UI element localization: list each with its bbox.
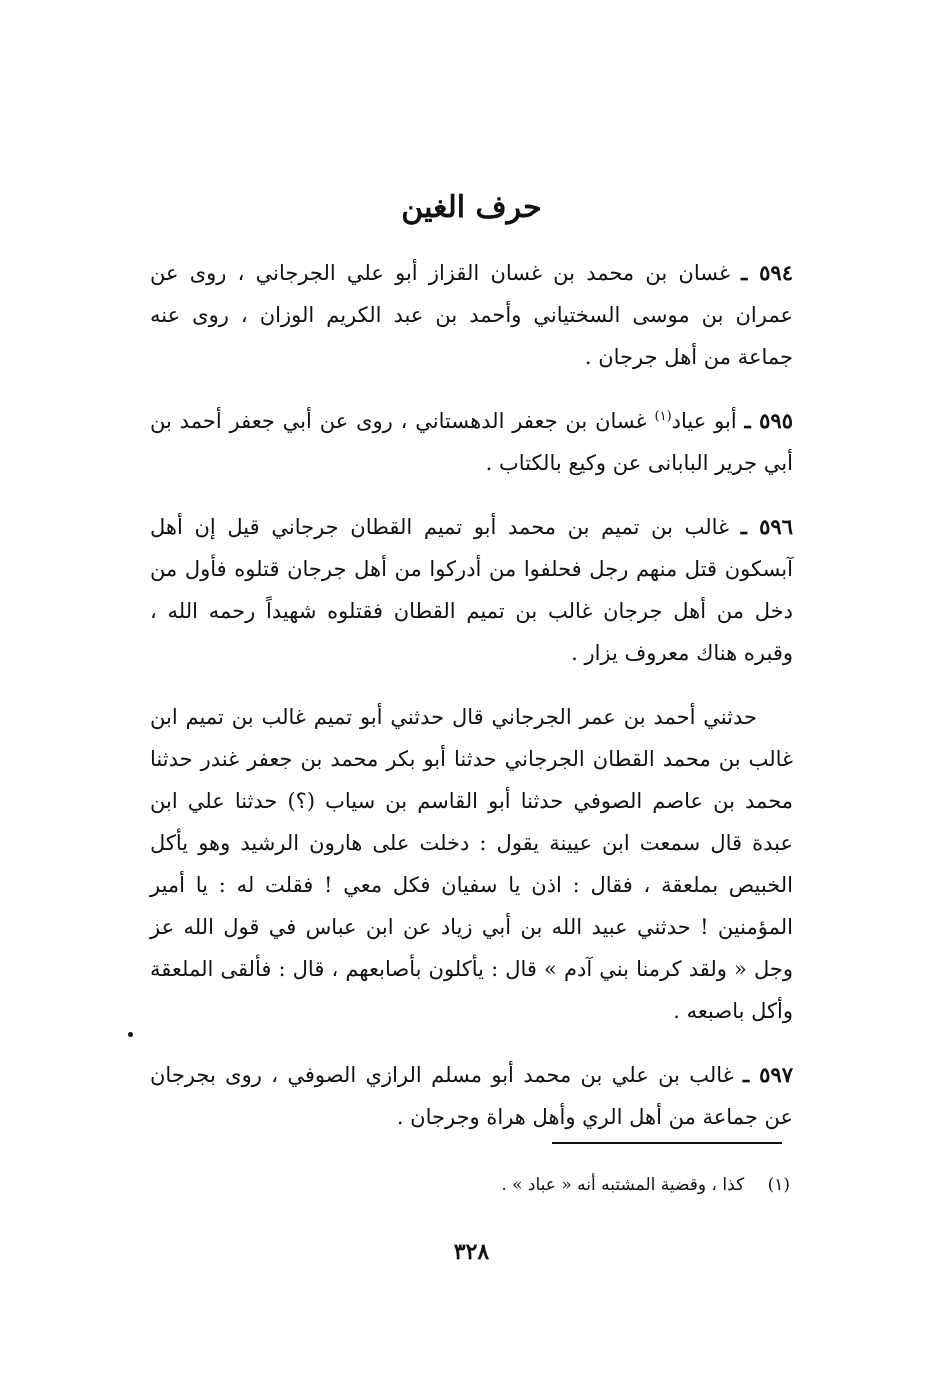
footnote-text: كذا ، وقضية المشتبه أنه « عباد » . [501,1175,745,1195]
entry-text-after-note: غسان بن جعفر الدهستاني ، روى عن أبي جعفر أحمد بن أبي جرير البابانى عن وكيع بالكتاب . [150,409,793,475]
footnote [380,1170,790,1200]
footnote-reference: (١) [654,409,672,424]
entry-594 [150,252,793,378]
entry-text: غسان بن محمد بن غسان القزاز أبو علي الجرجاني ، روى عن عمران بن موسى السختياني وأحمد بن عبد الكريم الوزان ، روى عنه جماعة من أهل جرجان . [150,261,793,369]
entry-text: غالب بن تميم بن محمد أبو تميم القطان جرجاني قيل إن أهل آبسكون قتل منهم رجل فحلفوا من أدركوا من أهل جرجان قتلوه فأول من دخل من أهل جرجان غالب بن تميم القطان فقتلوه شهيداً رحمه الله ، وقبره هناك معروف يزار . [150,515,793,665]
entry-text-before-note: أبو عياد [671,409,737,433]
entry-number: ٥٩٤ ـ [741,260,793,285]
entry-number: ٥٩٧ ـ [743,1062,793,1087]
page-number: ٣٢٨ [453,1239,490,1265]
entry-595 [150,400,793,484]
main-text [150,252,793,1160]
narration-paragraph: حدثني أحمد بن عمر الجرجاني قال حدثني أبو تميم غالب بن تميم ابن غالب بن محمد القطان الجرجاني حدثنا أبو بكر محمد بن جعفر غندر حدثنا محمد بن عاصم الصوفي حدثنا أبو القاسم بن سياب (؟) حدثنا علي ابن عبدة قال سمعت ابن عيينة يقول : دخلت على هارون الرشيد وهو يأكل الخبيص بملعقة ، فقال : اذن يا سفيان فكل معي ! فقلت له : يا أمير المؤمنين ! حدثني عبيد الله بن أبي زياد عن ابن عباس في قول الله عز وجل « ولقد كرمنا بني آدم » قال : يأكلون بأصابعهم ، قال : فألقى الملعقة وأكل باصبعه . [150,705,793,1023]
footnote-marker: (١) [767,1175,790,1195]
entry-597 [150,1054,793,1138]
chapter-heading: حرف الغين [401,190,542,225]
entry-text: غالب بن علي بن محمد أبو مسلم الرازي الصوفي ، روى بجرجان عن جماعة من أهل الري وأهل هراة وجرجان . [150,1063,793,1129]
entry-596 [150,506,793,674]
footnote-separator [552,1142,782,1144]
print-speck [128,1032,133,1037]
entry-number: ٥٩٥ ـ [744,408,793,433]
entry-number: ٥٩٦ ـ [740,514,793,539]
